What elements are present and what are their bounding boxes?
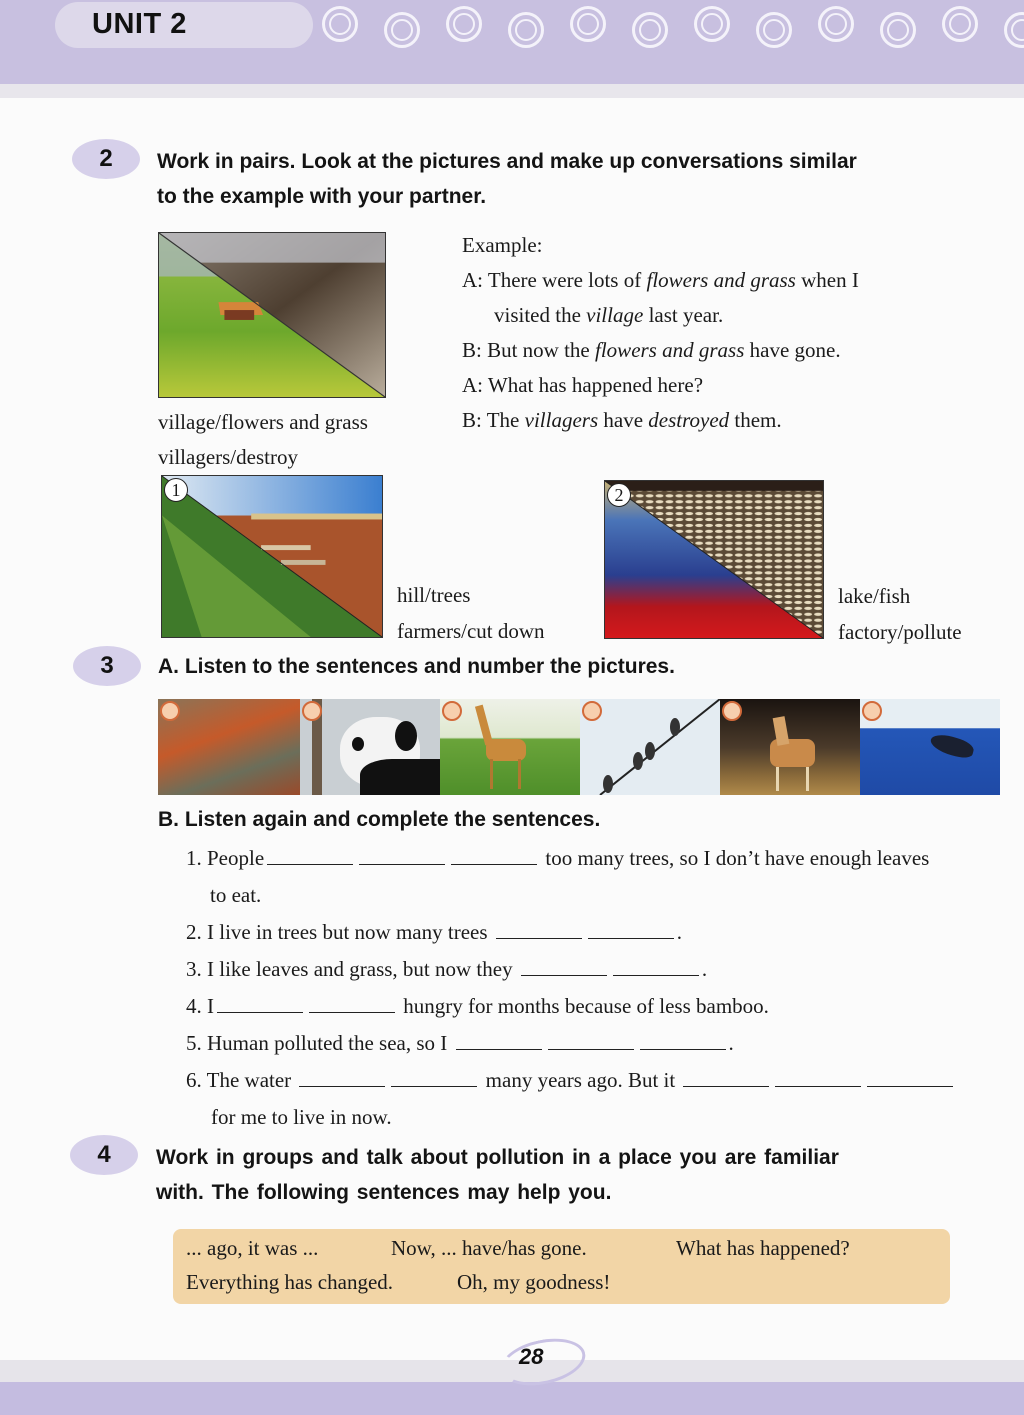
header-divider — [0, 84, 1024, 98]
dialogue-line: B: The villagers have destroyed them. — [462, 408, 782, 432]
section-number: 3 — [100, 652, 114, 679]
picture-number-1: 1 — [164, 478, 188, 502]
answer-blank[interactable] — [267, 846, 353, 865]
answer-blank[interactable] — [496, 920, 582, 939]
phrase: What has happened? — [676, 1236, 850, 1260]
ring-ornament-icon — [508, 12, 544, 48]
strip-picture-giraffe — [440, 699, 580, 795]
sentence-1-continued: to eat. — [210, 883, 262, 907]
answer-blank[interactable] — [359, 846, 445, 865]
strip-picture-panda — [300, 699, 440, 795]
phrase: Oh, my goodness! — [457, 1270, 611, 1294]
picture-2-caption — [838, 578, 962, 650]
strip-picture-goldfish — [158, 699, 300, 795]
dialogue-line: visited the village last year. — [494, 303, 724, 327]
answer-blank[interactable] — [309, 994, 395, 1013]
caption-line: lake/fish — [838, 584, 911, 608]
number-answer-circle[interactable] — [582, 701, 602, 721]
unit-title: UNIT 2 — [92, 8, 187, 40]
example-photo-caption — [158, 405, 368, 475]
number-answer-circle[interactable] — [862, 701, 882, 721]
sentence-6-continued: for me to live in now. — [211, 1105, 392, 1129]
sentence-6: 6. The water many years ago. But it — [186, 1062, 956, 1099]
instruction-line: Work in groups and talk about pollution in a place you are familiar — [156, 1146, 839, 1169]
section-4-instruction — [156, 1140, 839, 1210]
section-3-part-b-instruction: B. Listen again and complete the sentences. — [158, 808, 601, 831]
picture-number-2: 2 — [607, 483, 631, 507]
instruction-line: to the example with your partner. — [157, 185, 487, 208]
picture-1-caption — [397, 577, 545, 649]
sentence-3: 3. I like leaves and grass, but now they . — [186, 957, 708, 981]
strip-picture-birds-on-wire — [580, 699, 720, 795]
answer-blank[interactable] — [217, 994, 303, 1013]
answer-blank[interactable] — [299, 1068, 385, 1087]
sentence-5: 5. Human polluted the sea, so I . — [186, 1031, 734, 1055]
sentence-1: 1. People too many trees, so I don’t have enough leaves — [186, 846, 930, 870]
strip-picture-whale — [860, 699, 1000, 795]
footer-band — [0, 1382, 1024, 1415]
fill-in-sentences — [186, 840, 956, 1136]
answer-blank[interactable] — [521, 957, 607, 976]
picture-1-hill-trees — [161, 475, 383, 638]
picture-2-lake-fish — [604, 480, 824, 639]
dialogue-line: A: There were lots of flowers and grass when I — [462, 268, 859, 292]
number-answer-circle[interactable] — [160, 701, 180, 721]
answer-blank[interactable] — [456, 1031, 542, 1050]
section-3-badge — [73, 646, 141, 686]
answer-blank[interactable] — [451, 846, 537, 865]
instruction-line: Work in pairs. Look at the pictures and make up conversations similar — [157, 150, 857, 173]
section-number: 2 — [99, 145, 113, 172]
number-answer-circle[interactable] — [442, 701, 462, 721]
section-4-badge — [70, 1135, 138, 1175]
caption-line: factory/pollute — [838, 620, 962, 644]
answer-blank[interactable] — [775, 1068, 861, 1087]
example-photo-village — [158, 232, 386, 398]
answer-blank[interactable] — [683, 1068, 769, 1087]
sentence-2: 2. I live in trees but now many trees . — [186, 920, 683, 944]
example-dialogue — [462, 228, 859, 438]
ring-ornament-icon — [446, 6, 482, 42]
instruction-line: with. The following sentences may help you. — [156, 1181, 612, 1204]
number-answer-circle[interactable] — [302, 701, 322, 721]
caption-line: villagers/destroy — [158, 445, 298, 469]
ring-ornament-icon — [384, 12, 420, 48]
section-2-instruction — [157, 144, 857, 214]
ring-ornament-icon — [570, 6, 606, 42]
answer-blank[interactable] — [391, 1068, 477, 1087]
animal-picture-strip — [158, 699, 1000, 795]
answer-blank[interactable] — [588, 920, 674, 939]
caption-line: village/flowers and grass — [158, 410, 368, 434]
caption-line: farmers/cut down — [397, 619, 545, 643]
caption-line: hill/trees — [397, 583, 471, 607]
ring-ornament-icon — [694, 6, 730, 42]
answer-blank[interactable] — [640, 1031, 726, 1050]
ring-ornament-icon — [632, 12, 668, 48]
answer-blank[interactable] — [613, 957, 699, 976]
example-heading: Example: — [462, 233, 543, 257]
phrase: Now, ... have/has gone. — [391, 1236, 587, 1260]
strip-picture-antelope — [720, 699, 860, 795]
section-3-part-a-instruction: A. Listen to the sentences and number the pictures. — [158, 655, 675, 678]
ring-ornament-icon — [756, 12, 792, 48]
phrase: Everything has changed. — [186, 1270, 394, 1294]
dialogue-line: A: What has happened here? — [462, 373, 704, 397]
answer-blank[interactable] — [548, 1031, 634, 1050]
ring-ornament-icon — [942, 6, 978, 42]
phrase: ... ago, it was ... — [186, 1236, 319, 1260]
section-number: 4 — [97, 1141, 111, 1168]
page-number: 28 — [519, 1344, 544, 1369]
ring-ornament-icon — [322, 6, 358, 42]
sentence-4: 4. I hungry for months because of less bamboo. — [186, 994, 769, 1018]
section-2-badge — [72, 139, 140, 179]
dialogue-line: B: But now the flowers and grass have gone. — [462, 338, 841, 362]
answer-blank[interactable] — [867, 1068, 953, 1087]
number-answer-circle[interactable] — [722, 701, 742, 721]
ring-ornament-icon — [818, 6, 854, 42]
ring-ornament-icon — [880, 12, 916, 48]
